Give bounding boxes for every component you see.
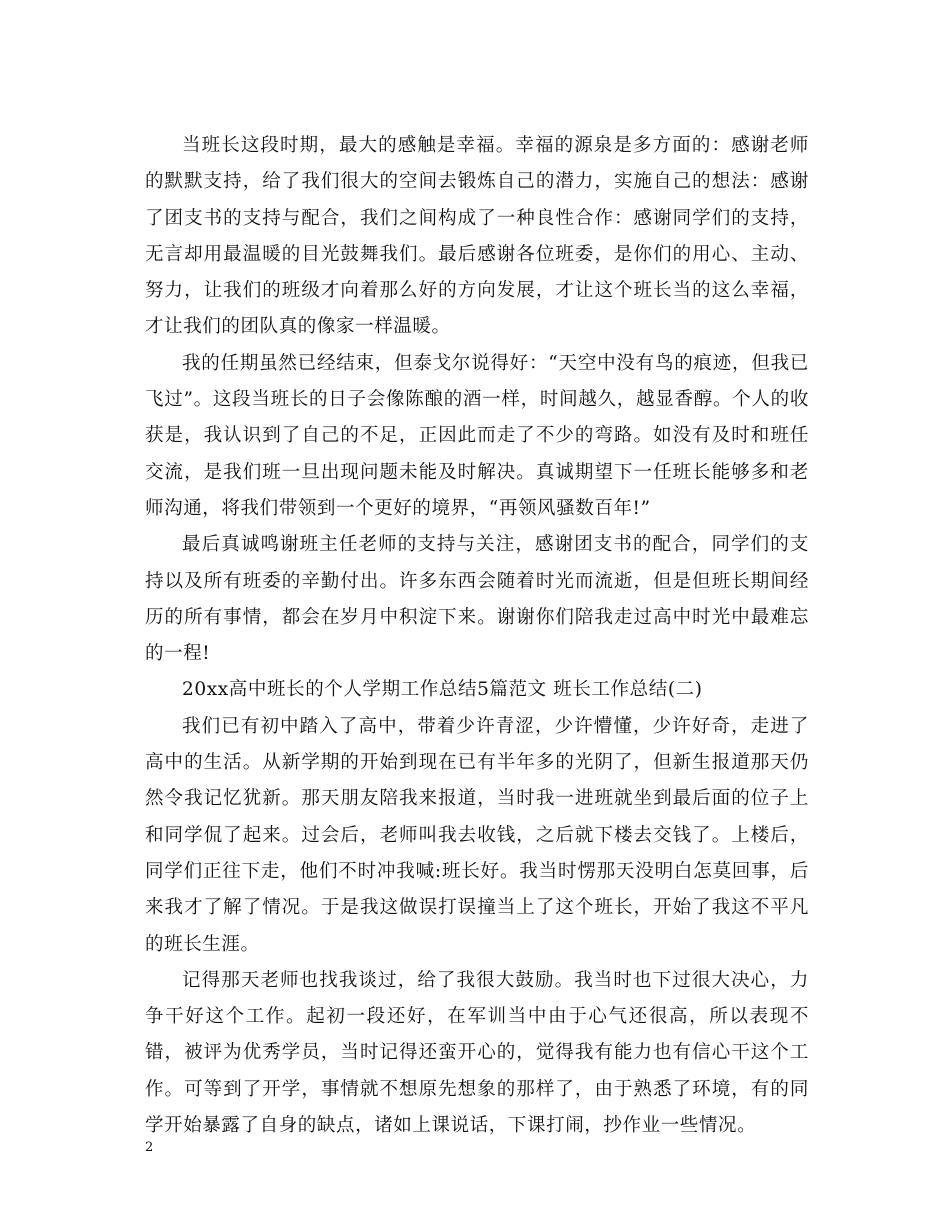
paragraph-closing: 最后真诚鸣谢班主任老师的支持与关注，感谢团支书的配合，同学们的支持以及所有班委的辛勤付出。许多东西会随着时光而流逝，但是但班长期间经历的所有事情，都会在岁月中积淀下来。谢谢你们陪我走过高中时光中最难忘的一程! [145,534,809,665]
document-body [145,128,809,1144]
paragraph-teacher-talk: 记得那天老师也找我谈过，给了我很大鼓励。我当时也下过很大决心，力争干好这个工作。起初一段还好，在军训当中由于心气还很高，所以表现不错，被评为优秀学员，当时记得还蛮开心的，觉得我有能力也有信心干这个工作。可等到了开学，事情就不想原先想象的那样了，由于熟悉了环境，有的同学开始暴露了自身的缺点，诸如上课说话，下课打闹，抄作业一些情况。 [145,969,809,1137]
section-heading: 20xx高中班长的个人学期工作总结5篇范文 班长工作总结(二) [182,679,703,701]
paragraph-thanks: 当班长这段时期，最大的感触是幸福。幸福的源泉是多方面的：感谢老师的默默支持，给了我们很大的空间去锻炼自己的潜力，实施自己的想法：感谢了团支书的支持与配合，我们之间构成了一种良性合作：感谢同学们的支持，无言却用最温暖的目光鼓舞我们。最后感谢各位班委，是你们的用心、主动、努力，让我们的班级才向着那么好的方向发展，才让这个班长当的这么幸福，才让我们的团队真的像家一样温暖。 [145,135,809,338]
page-number: 2 [145,1140,154,1155]
paragraph-term-reflection: 我的任期虽然已经结束，但泰戈尔说得好：“天空中没有鸟的痕迹，但我已飞过”。这段当班长的日子会像陈酿的酒一样，时间越久，越显香醇。个人的收获是，我认识到了自己的不足，正因此而走了不少的弯路。如没有及时和班任交流，是我们班一旦出现问题未能及时解决。真诚期望下一任班长能够多和老师沟通，将我们带领到一个更好的境界，“再领风骚数百年!” [145,352,809,519]
paragraph-high-school-start: 我们已有初中踏入了高中，带着少许青涩，少许懵懂，少许好奇，走进了高中的生活。从新学期的开始到现在已有半年多的光阴了，但新生报道那天仍然令我记忆犹新。那天朋友陪我来报道，当时我一进班就坐到最后面的位子上和同学侃了起来。过会后，老师叫我去收钱，之后就下楼去交钱了。上楼后，同学们正往下走，他们不时冲我喊:班长好。我当时愣那天没明白怎莫回事，后来我才了解了情况。于是我这做误打误撞当上了这个班长，开始了我这不平凡的班长生涯。 [145,715,809,955]
